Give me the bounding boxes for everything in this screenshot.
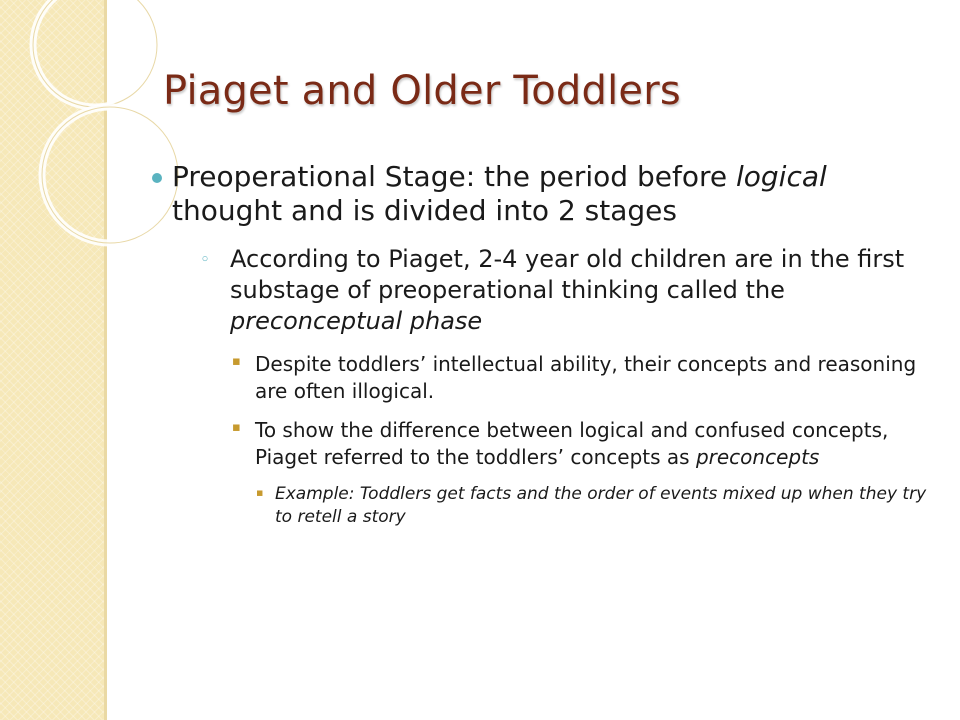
slide-title: Piaget and Older Toddlers bbox=[163, 68, 681, 114]
text-segment: Preoperational Stage: the period before bbox=[172, 160, 736, 193]
bullet-level4 bbox=[160, 483, 940, 529]
small-square-bullet-icon: ▪ bbox=[232, 354, 241, 369]
text-segment: According to Piaget, 2-4 year old children are in the first substage of preoperational thinking called the bbox=[230, 245, 905, 304]
bullet-level3-text bbox=[255, 417, 940, 471]
small-square-bullet-icon: ▪ bbox=[232, 420, 241, 435]
bullet-level1 bbox=[160, 160, 940, 228]
bullet-level4-text: Example: Toddlers get facts and the order of events mixed up when they try to retell a story bbox=[275, 484, 927, 527]
bullet-level3 bbox=[160, 351, 940, 405]
emphasis-preconcepts: preconcepts bbox=[695, 445, 820, 469]
tiny-square-bullet-icon: ▪ bbox=[256, 486, 264, 499]
ring-bullet-icon: ◦ bbox=[200, 250, 211, 270]
bullet-level3-text: Despite toddlers’ intellectual ability, their concepts and reasoning are often illogical. bbox=[255, 352, 917, 403]
bullet-level1-text bbox=[172, 160, 940, 228]
emphasis-preconceptual-phase: preconceptual phase bbox=[230, 307, 483, 335]
bullet-level2 bbox=[160, 244, 940, 337]
bullet-level3 bbox=[160, 417, 940, 471]
slide-content bbox=[160, 160, 940, 529]
emphasis-logical: logical bbox=[736, 160, 827, 193]
bullet-dot-icon bbox=[152, 173, 162, 183]
text-segment: To show the difference between logical and confused concepts, Piaget referred to the toddlers’ concepts as bbox=[255, 418, 889, 469]
text-segment: thought and is divided into 2 stages bbox=[172, 194, 677, 227]
bullet-level2-text bbox=[230, 244, 940, 337]
